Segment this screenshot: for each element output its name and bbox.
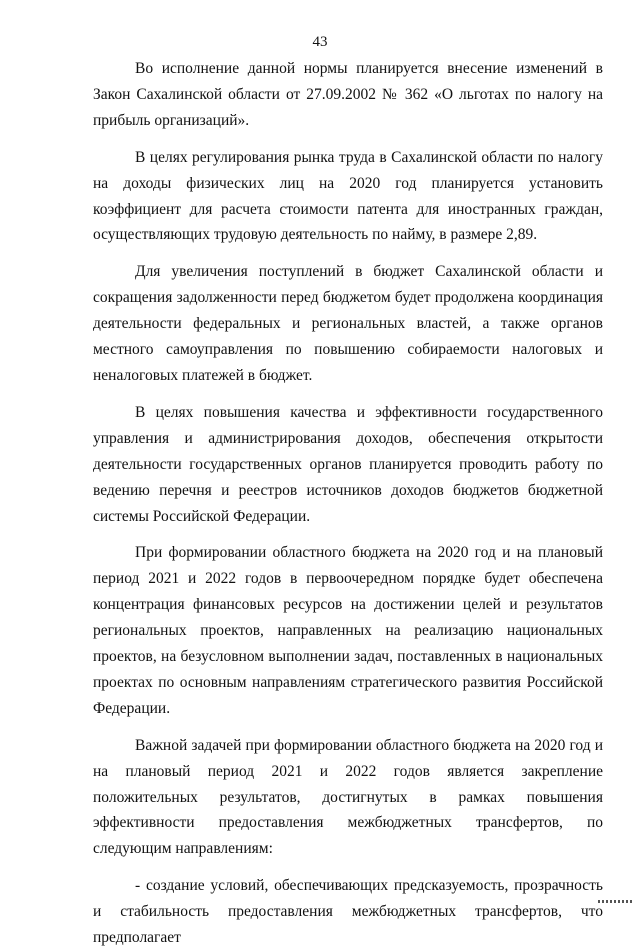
- paragraph-4: В целях повышения качества и эффективности государственного управления и администрирования доходов, обеспечения открытости деятельности государственных органов планируется проводить работу по ведению перечня и реестров источников доходов бюджетов бюджетной системы Российской Федерации.: [93, 403, 603, 525]
- paragraph-6: Важной задачей при формировании областного бюджета на 2020 год и на плановый период 2021 и 2022 годов является закрепление положительных результатов, достигнутых в рамках повышения эффективности предоставления межбюджетных трансфертов, по следующим направлениям:: [93, 736, 603, 858]
- paragraph-5: При формировании областного бюджета на 2020 год и на плановый период 2021 и 2022 годов в первоочередном порядке будет обеспечена концентрация финансовых ресурсов на достижении целей и результатов региональных проектов, направленных на реализацию национальных проектов, на безусловном выполнении задач, поставленных в национальных проектах по основным направлениям стратегического развития Российской Федерации.: [93, 544, 603, 717]
- paragraph-2: В целях регулирования рынка труда в Сахалинской области по налогу на доходы физических лиц на 2020 год планируется установить коэффициент для расчета стоимости патента для иностранных граждан, осуществляющих трудовую деятельность по найму, в размере 2,89.: [93, 148, 603, 244]
- page-number: 43: [312, 34, 328, 50]
- paragraph-3: Для увеличения поступлений в бюджет Сахалинской области и сокращения задолженности перед бюджетом будет продолжена координация деятельности федеральных и региональных властей, а также органов местного самоуправления по повышению собираемости налоговых и неналоговых платежей в бюджет.: [93, 263, 603, 384]
- paragraph-7: - создание условий, обеспечивающих предсказуемость, прозрачность и стабильность предоставления межбюджетных трансфертов, что предполагает: [93, 877, 603, 947]
- body-text: [93, 56, 603, 951]
- scan-edge-mark: [598, 900, 634, 903]
- paragraph-1: Во исполнение данной нормы планируется внесение изменений в Закон Сахалинской области от 27.09.2002 № 362 «О льготах по налогу на прибыль организаций».: [93, 60, 603, 129]
